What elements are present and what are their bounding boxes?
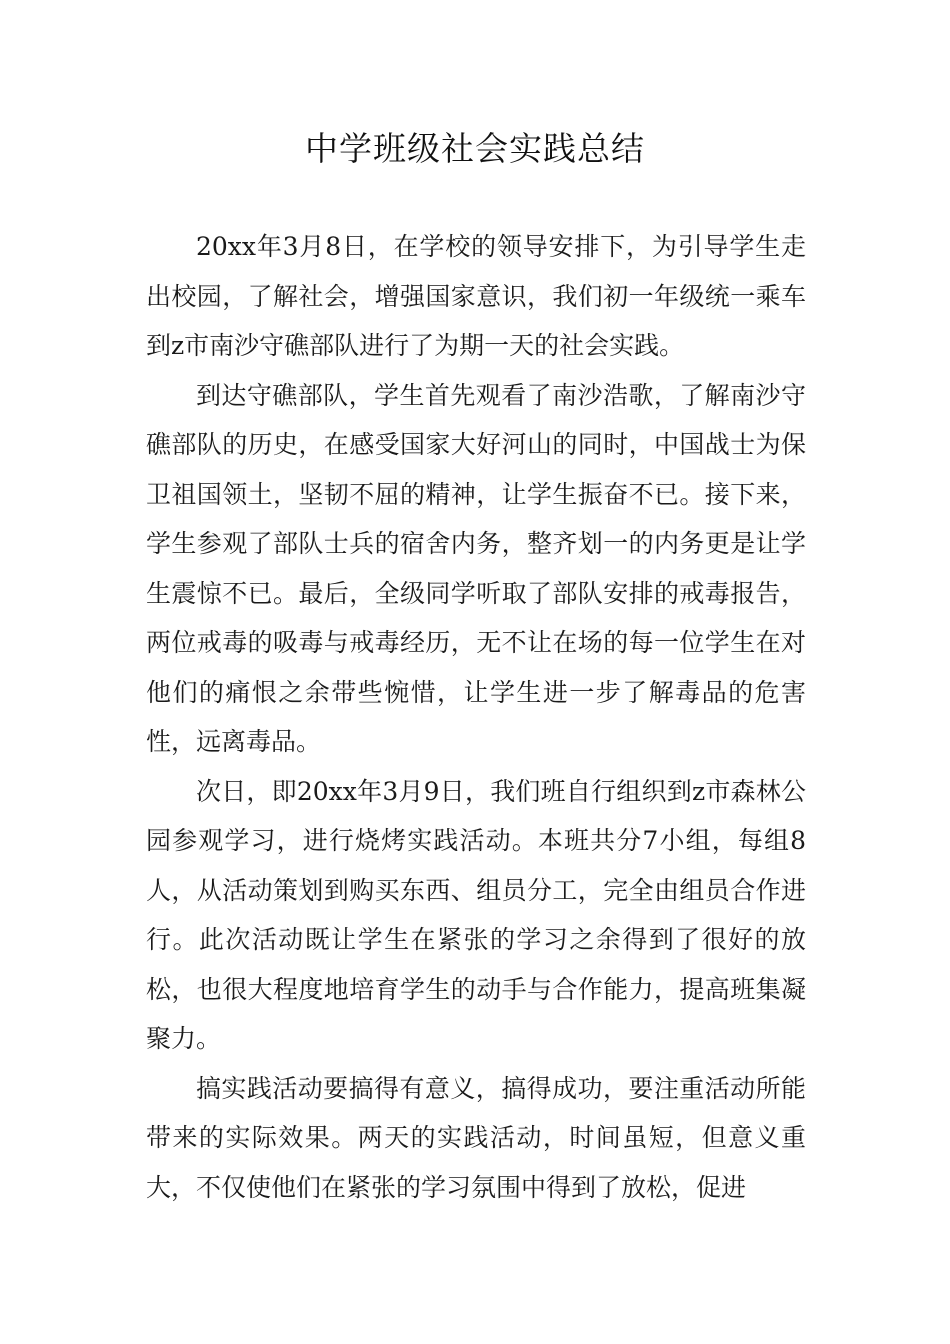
paragraph: 搞实践活动要搞得有意义，搞得成功，要注重活动所能带来的实际效果。两天的实践活动，时间虽短，但意义重大，不仅使他们在紧张的学习氛围中得到了放松，促进: [146, 1073, 806, 1202]
paragraph: 到达守礁部队，学生首先观看了南沙浩歌，了解南沙守礁部队的历史，在感受国家大好河山的同时，中国战士为保卫祖国领土，坚韧不屈的精神，让学生振奋不已。接下来，学生参观了部队士兵的宿舍内务，整齐划一的内务更是让学生震惊不已。最后，全级同学听取了部队安排的戒毒报告，两位戒毒的吸毒与戒毒经历，无不让在场的每一位学生在对他们的痛恨之余带些惋惜，让学生进一步了解毒品的危害性，远离毒品。: [146, 380, 806, 756]
document-title: 中学班级社会实践总结: [305, 129, 645, 168]
document-body: [146, 222, 806, 1212]
paragraph: 次日，即20xx年3月9日，我们班自行组织到z市森林公园参观学习，进行烧烤实践活动。本班共分7小组，每组8人，从活动策划到购买东西、组员分工，完全由组员合作进行。此次活动既让学生在紧张的学习之余得到了很好的放松，也很大程度地培育学生的动手与合作能力，提高班集凝聚力。: [146, 776, 806, 1053]
paragraph: 20xx年3月8日，在学校的领导安排下，为引导学生走出校园，了解社会，增强国家意识，我们初一年级统一乘车到z市南沙守礁部队进行了为期一天的社会实践。: [146, 232, 806, 360]
